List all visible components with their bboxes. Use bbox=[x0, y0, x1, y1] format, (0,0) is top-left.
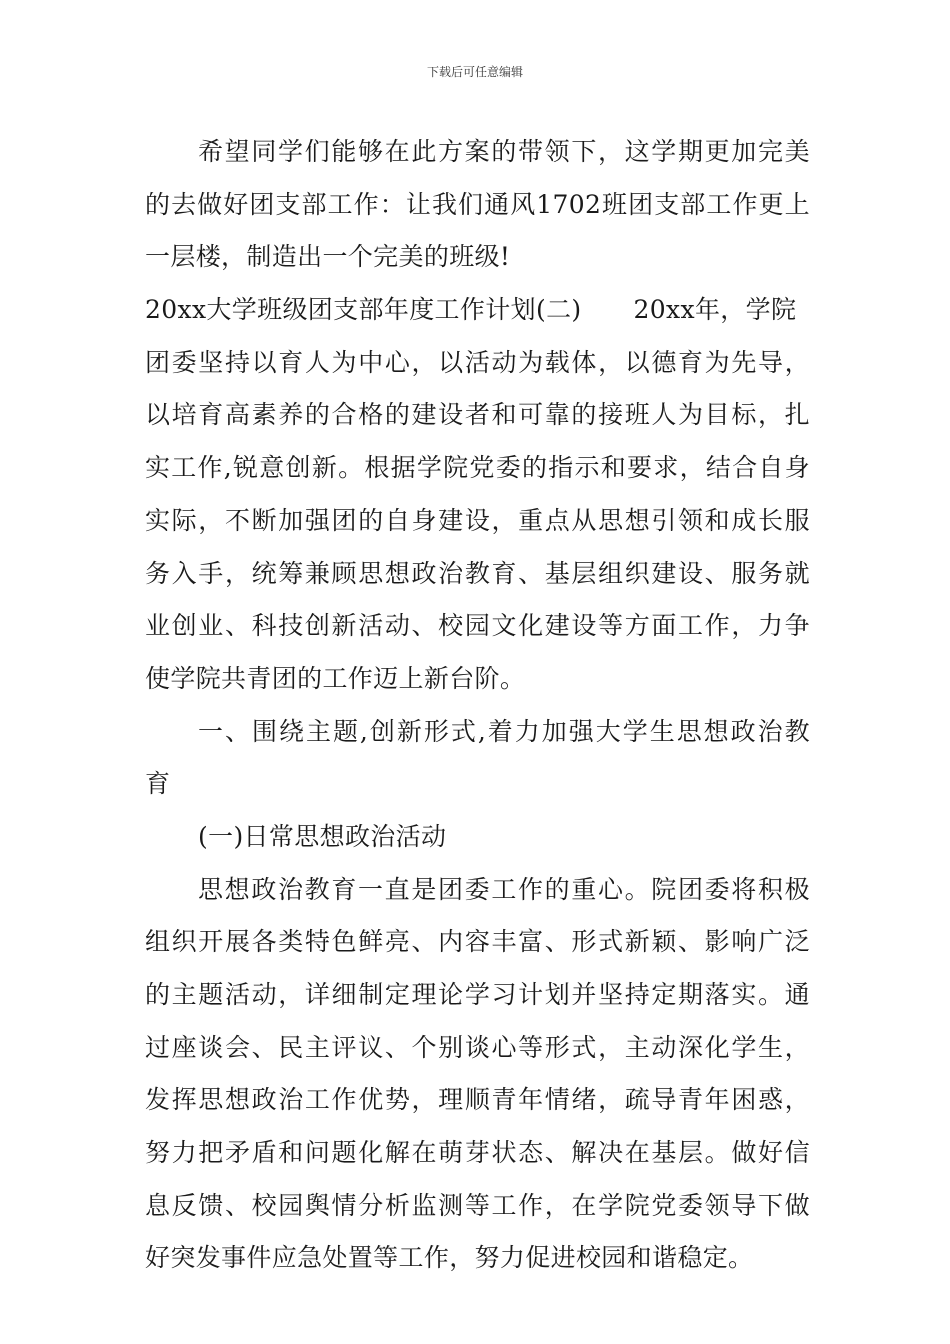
page-header: 下载后可任意编辑 bbox=[426, 65, 523, 79]
subheading-line: (一)日常思想政治活动 bbox=[198, 821, 447, 851]
heading-line: 育 bbox=[145, 769, 171, 799]
text-line: 的主题活动，详细制定理论学习计划并坚持定期落实。通 bbox=[145, 980, 810, 1009]
text-line: 希望同学们能够在此方案的带领下，这学期更加完美 bbox=[198, 137, 810, 166]
text-line: 实工作,锐意创新。根据学院党委的指示和要求，结合自身 bbox=[145, 453, 810, 483]
text-line: 实际，不断加强团的自身建设，重点从思想引领和成长服 bbox=[145, 505, 810, 535]
text-line: 以培育高素养的合格的建设者和可靠的接班人为目标，扎 bbox=[145, 400, 810, 430]
text-line: 务入手，统筹兼顾思想政治教育、基层组织建设、服务就 bbox=[145, 558, 810, 588]
section-title: 20xx大学班级团支部年度工作计划(二) bbox=[145, 295, 582, 325]
text-line: 一层楼，制造出一个完美的班级! bbox=[145, 242, 511, 272]
document-body bbox=[145, 126, 810, 1285]
text-line: 好突发事件应急处置等工作，努力促进校园和谐稳定。 bbox=[145, 1243, 754, 1273]
text-line: 团委坚持以育人为中心，以活动为载体，以德育为先导， bbox=[145, 347, 810, 377]
text-line: 发挥思想政治工作优势，理顺青年情绪，疏导青年困惑， bbox=[145, 1085, 810, 1115]
paragraph-start: 20xx年，学院 bbox=[633, 295, 797, 325]
text-line: 思想政治教育一直是团委工作的重心。院团委将积极 bbox=[198, 874, 810, 904]
text-line: 努力把矛盾和问题化解在萌芽状态、解决在基层。做好信 bbox=[145, 1138, 810, 1168]
text-line: 业创业、科技创新活动、校园文化建设等方面工作，力争 bbox=[145, 611, 810, 641]
text-line: 使学院共青团的工作迈上新台阶。 bbox=[145, 663, 526, 693]
text-line: 息反馈、校园舆情分析监测等工作，在学院党委领导下做 bbox=[145, 1190, 810, 1220]
text-line: 组织开展各类特色鲜亮、内容丰富、形式新颖、影响广泛 bbox=[145, 927, 810, 957]
section-title-line bbox=[145, 284, 810, 337]
text-line: 过座谈会、民主评议、个别谈心等形式，主动深化学生， bbox=[145, 1032, 810, 1062]
text-line: 的去做好团支部工作：让我们通风1702班团支部工作更上 bbox=[145, 189, 810, 219]
heading-line: 一、围绕主题,创新形式,着力加强大学生思想政治教 bbox=[198, 716, 810, 746]
